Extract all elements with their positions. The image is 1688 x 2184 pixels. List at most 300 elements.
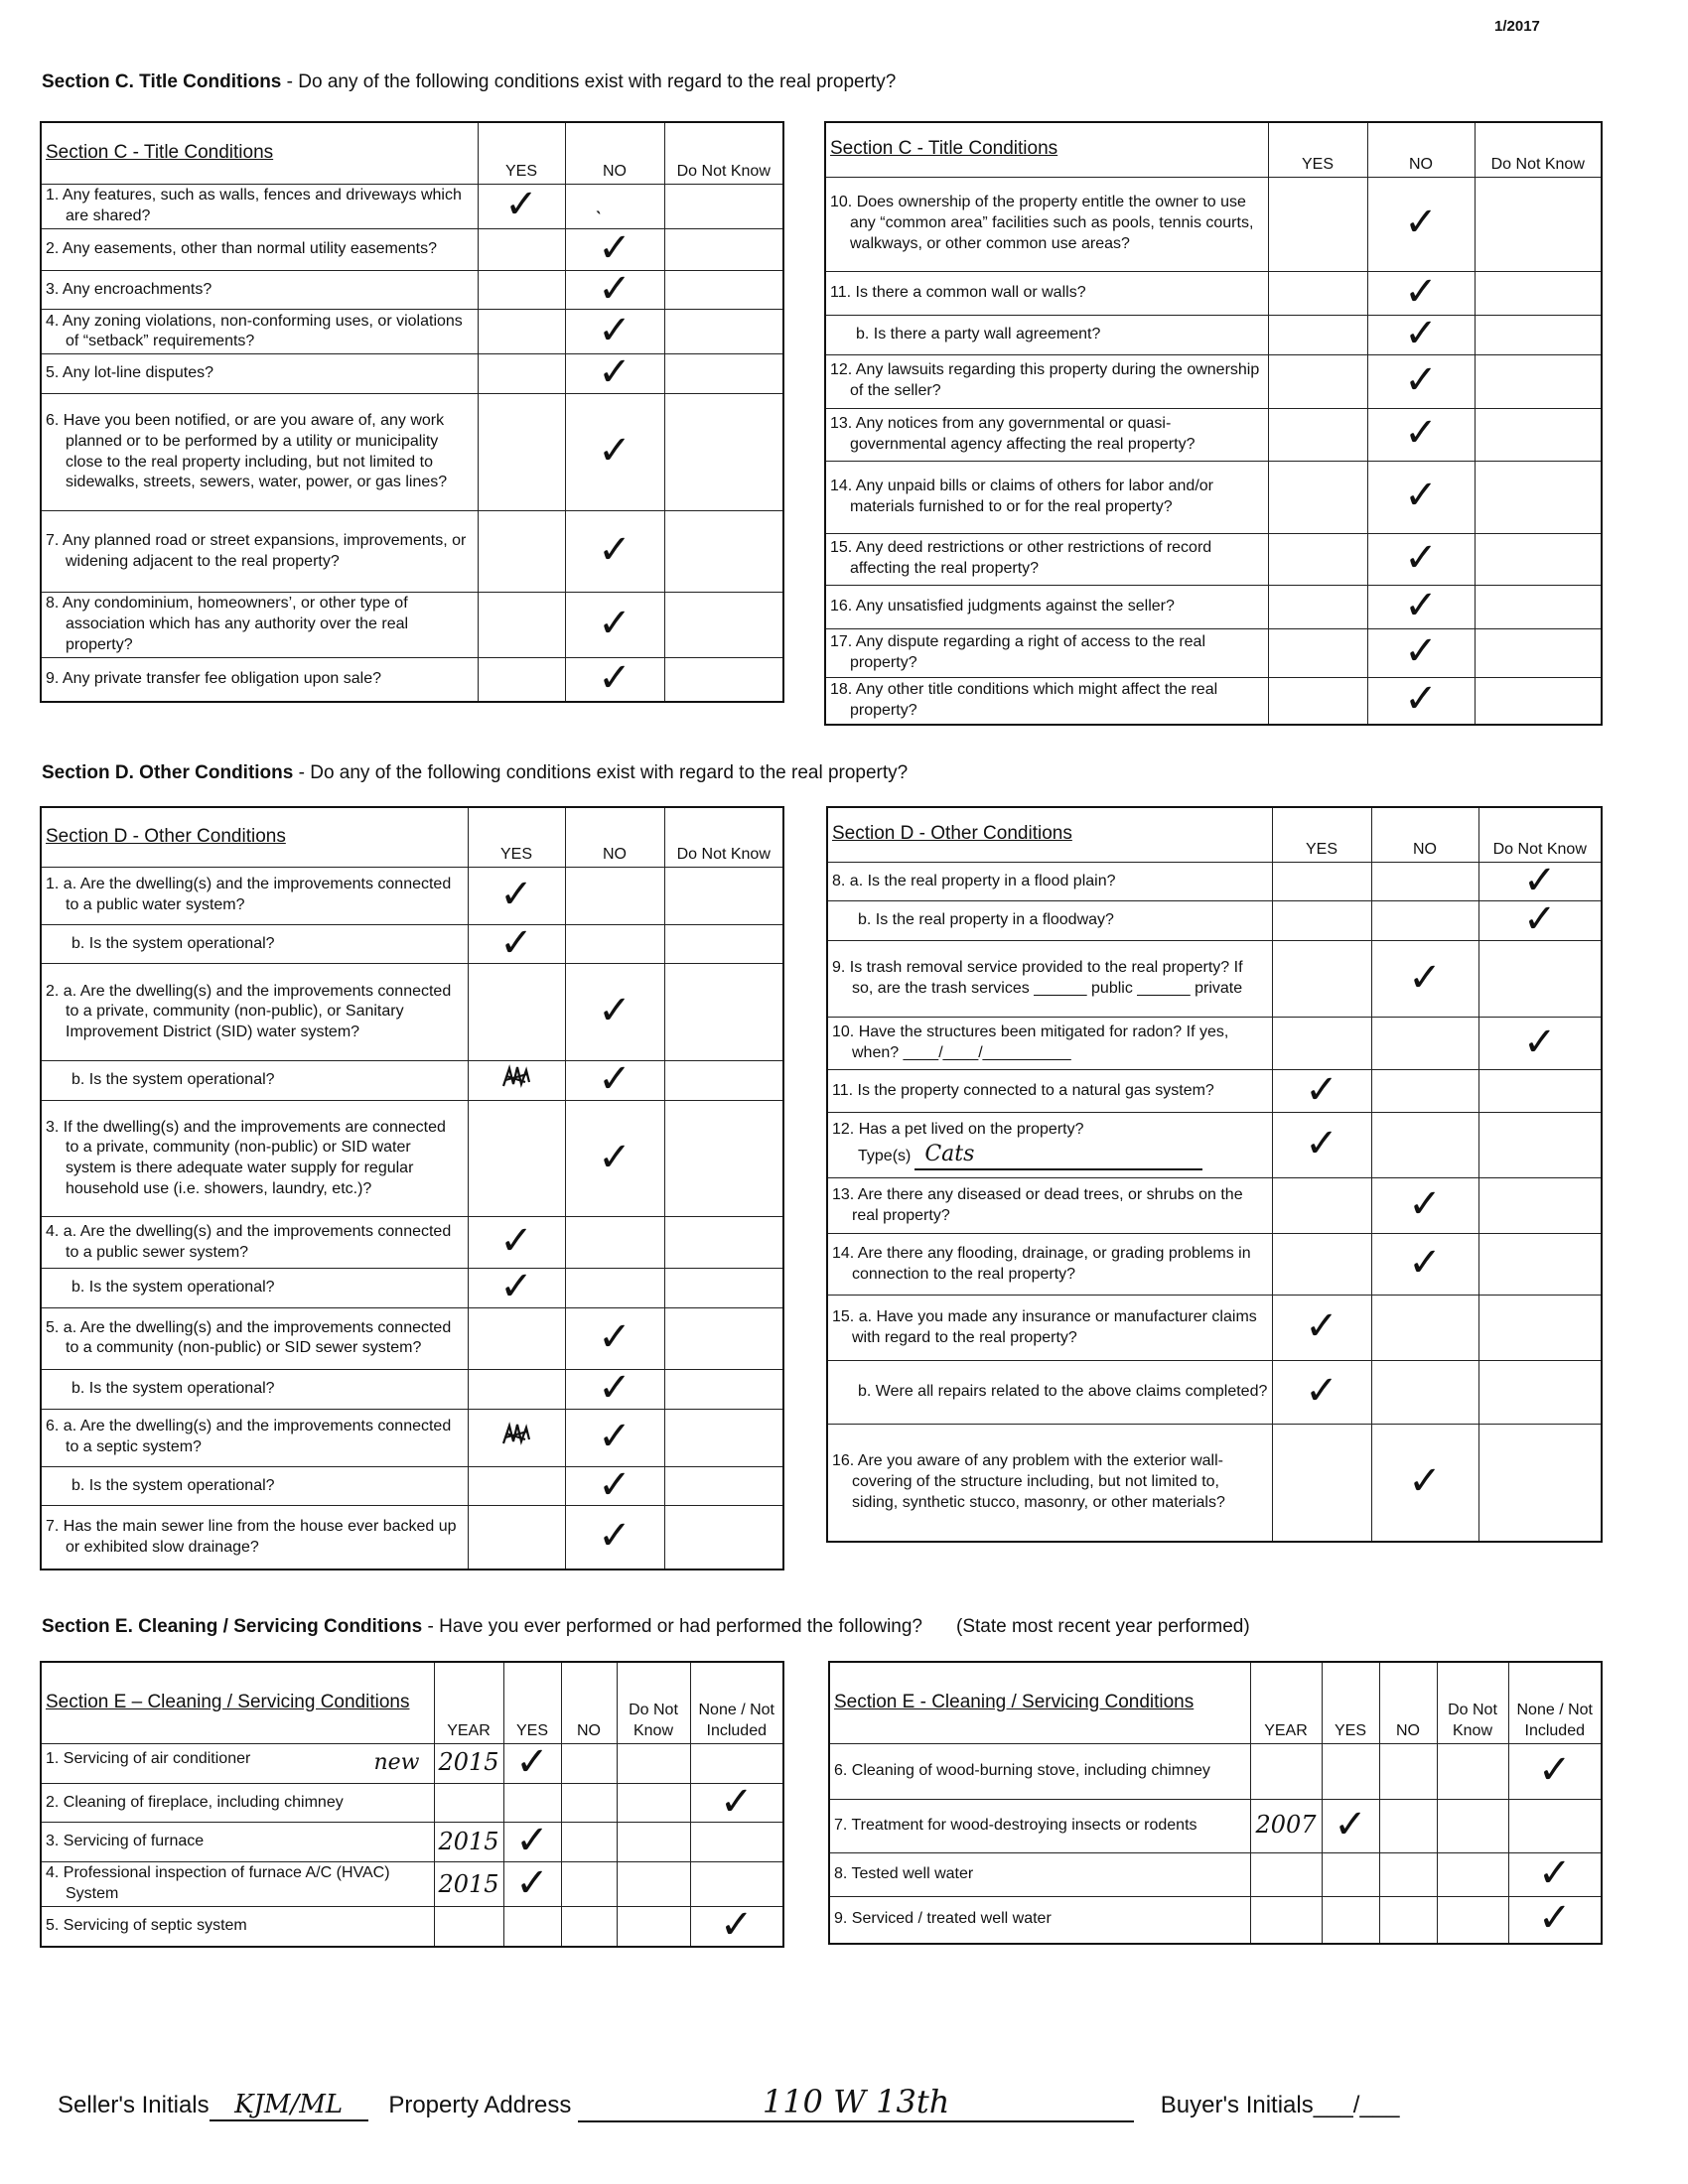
property-address-label: Property Address <box>388 2092 572 2118</box>
section-e-header: Section E. Cleaning / Servicing Conditions - Have you ever performed or had performed the following? (State most recent year performed) <box>42 1616 1250 1637</box>
answer-cell-yes[interactable] <box>1322 1896 1379 1944</box>
col-dnk: Do Not Know <box>664 807 783 867</box>
answer-cell-no[interactable] <box>565 1409 664 1466</box>
answer-cell-no[interactable] <box>565 964 664 1061</box>
answer-cell-dnk[interactable] <box>1437 1896 1508 1944</box>
col-yes: YES <box>478 122 565 184</box>
answer-cell-dnk[interactable] <box>664 1217 783 1269</box>
answer-cell-dnk[interactable] <box>664 867 783 924</box>
checkmark-icon: ✓ <box>598 1461 632 1508</box>
answer-cell-dnk[interactable] <box>1478 1296 1602 1361</box>
checkmark-icon: ✓ <box>1537 1849 1572 1896</box>
answer-cell-dnk[interactable] <box>617 1783 690 1823</box>
col-year: YEAR <box>434 1662 503 1743</box>
question-text: b. Is the system operational? <box>71 1071 275 1089</box>
footer <box>58 2083 1607 2122</box>
checkmark-icon: ✓ <box>1522 1019 1557 1065</box>
answer-cell-dnk[interactable] <box>1475 315 1602 354</box>
answer-cell-no[interactable] <box>1371 1425 1478 1542</box>
question-cell <box>825 315 1268 354</box>
table-row <box>825 315 1602 354</box>
answer-cell-no[interactable] <box>565 1461 664 1508</box>
checkmark-icon: ✓ <box>1537 1895 1572 1942</box>
answer-cell-no[interactable] <box>1371 1178 1478 1234</box>
question-cell <box>41 511 478 593</box>
checkmark-icon: ✓ <box>719 1778 754 1825</box>
checkmark-icon: ✓ <box>1404 410 1438 457</box>
table-row <box>41 867 783 924</box>
answer-cell-yes[interactable] <box>478 658 565 702</box>
question-cell <box>827 1361 1272 1425</box>
answer-cell-no[interactable] <box>1379 1896 1437 1944</box>
question-cell <box>41 1466 468 1506</box>
answer-cell-no[interactable] <box>1367 533 1475 585</box>
answer-cell-dnk[interactable] <box>1478 1178 1602 1234</box>
answer-cell-no[interactable] <box>561 1823 617 1862</box>
answer-cell-yes[interactable] <box>1322 1799 1379 1852</box>
checkmark-icon: ✓ <box>598 654 632 701</box>
checkmark-icon: ✓ <box>499 1264 533 1310</box>
table-row <box>825 354 1602 408</box>
answer-cell-dnk[interactable] <box>617 1862 690 1907</box>
col-dnk: Do Not Know <box>664 122 783 184</box>
answer-cell-yes[interactable] <box>478 228 565 270</box>
answer-cell-dnk[interactable] <box>1475 408 1602 461</box>
answer-cell-dnk[interactable] <box>617 1906 690 1946</box>
question-cell <box>829 1743 1250 1799</box>
answer-cell-dnk[interactable] <box>1475 533 1602 585</box>
col-no: NO <box>561 1662 617 1743</box>
section-c-title: Section C - Title Conditions <box>41 122 478 184</box>
question-cell <box>827 862 1272 901</box>
answer-cell-dnk[interactable] <box>664 184 783 228</box>
pet-type-field[interactable]: Cats <box>914 1141 1202 1171</box>
question-text: 2. a. Are the dwelling(s) and the improvements connected to a private, community (non-public), or Sanitary Improvement District (SID) water system? <box>46 982 452 1041</box>
answer-cell-yes[interactable] <box>1268 533 1367 585</box>
answer-cell-dnk[interactable] <box>664 1369 783 1409</box>
col-none: None / Not Included <box>690 1662 783 1743</box>
answer-cell-dnk[interactable] <box>617 1743 690 1783</box>
table-row <box>41 1061 783 1101</box>
answer-cell-no[interactable] <box>565 1364 664 1411</box>
question-cell <box>41 228 478 270</box>
col-yes: YES <box>1322 1662 1379 1743</box>
table-row <box>827 1234 1602 1296</box>
answer-cell-yes[interactable] <box>478 593 565 658</box>
answer-cell-yes[interactable] <box>1268 271 1367 315</box>
answer-cell-dnk[interactable] <box>664 394 783 511</box>
answer-cell-none[interactable] <box>690 1901 783 1948</box>
answer-cell-yes[interactable] <box>1272 1361 1371 1425</box>
col-no: NO <box>1367 122 1475 177</box>
question-cell <box>827 1234 1272 1296</box>
table-row <box>827 1018 1602 1070</box>
table-row <box>41 1369 783 1409</box>
col-no: NO <box>565 807 664 867</box>
answer-cell-yes[interactable] <box>1268 585 1367 628</box>
answer-cell-dnk[interactable] <box>664 1269 783 1308</box>
question-text: 11. Is the property connected to a natural gas system? <box>832 1081 1214 1099</box>
answer-cell-no[interactable] <box>1371 1361 1478 1425</box>
answer-cell-yes[interactable] <box>1268 628 1367 677</box>
property-address-field[interactable]: 110 W 13th <box>578 2083 1134 2122</box>
answer-cell-dnk[interactable] <box>664 511 783 593</box>
year-cell[interactable]: 2015 <box>434 1743 503 1783</box>
answer-cell-no[interactable] <box>565 307 664 354</box>
answer-cell-dnk[interactable] <box>664 1409 783 1466</box>
answer-cell-dnk[interactable] <box>664 270 783 310</box>
year-cell[interactable] <box>1250 1743 1322 1799</box>
answer-cell-dnk[interactable] <box>1475 461 1602 533</box>
answer-cell-yes[interactable] <box>468 1217 565 1269</box>
year-cell[interactable]: 2015 <box>434 1823 503 1862</box>
col-year: YEAR <box>1250 1662 1322 1743</box>
col-yes: YES <box>503 1662 561 1743</box>
table-row <box>825 628 1602 677</box>
answer-cell-no[interactable] <box>1367 177 1475 271</box>
checkmark-icon: ✓ <box>515 1738 549 1785</box>
question-cell <box>827 1070 1272 1113</box>
answer-cell-no[interactable] <box>565 224 664 271</box>
answer-cell-dnk[interactable] <box>1478 1018 1602 1070</box>
question-cell <box>41 1061 468 1101</box>
question-cell <box>41 1743 434 1783</box>
answer-cell-no[interactable] <box>1371 1296 1478 1361</box>
answer-cell-dnk[interactable] <box>664 228 783 270</box>
checkmark-icon: ✓ <box>1404 310 1438 356</box>
section-d-header: Section D. Other Conditions - Do any of the following conditions exist with regard to the real property? <box>42 762 909 783</box>
question-text: 10. Does ownership of the property entitle the owner to use any “common area” facilities such as pools, tennis courts, walkways, or other common use areas? <box>830 194 1254 252</box>
question-cell <box>41 658 478 702</box>
answer-cell-no[interactable] <box>1371 1234 1478 1296</box>
question-text: 9. Serviced / treated well water <box>834 1910 1052 1928</box>
answer-cell-no[interactable] <box>1367 461 1475 533</box>
question-cell <box>825 271 1268 315</box>
answer-cell-no[interactable] <box>1379 1799 1437 1852</box>
checkmark-icon: ✓ <box>1404 356 1438 403</box>
answer-cell-no[interactable] <box>565 184 664 228</box>
answer-cell-no[interactable] <box>1371 862 1478 901</box>
answer-cell-yes[interactable] <box>1272 862 1371 901</box>
answer-cell-yes[interactable] <box>1322 1852 1379 1896</box>
question-text: 16. Any unsatisfied judgments against the seller? <box>830 597 1175 614</box>
answer-cell-no[interactable] <box>565 1506 664 1570</box>
answer-cell-yes[interactable] <box>1268 315 1367 354</box>
question-text: 3. Servicing of furnace <box>46 1833 205 1850</box>
answer-cell-no[interactable] <box>1367 628 1475 677</box>
scribble-mark-icon <box>499 1079 533 1096</box>
table-row <box>41 658 783 702</box>
answer-cell-dnk[interactable] <box>1437 1743 1508 1799</box>
question-text: 12. Has a pet lived on the property? <box>832 1120 1084 1138</box>
pet-type-label: Type(s) <box>858 1147 912 1164</box>
answer-cell-dnk[interactable] <box>1475 585 1602 628</box>
checkmark-icon: ✓ <box>1404 534 1438 581</box>
answer-cell-yes[interactable] <box>1272 901 1371 941</box>
answer-cell-yes[interactable] <box>1272 1018 1371 1070</box>
answer-cell-yes[interactable] <box>468 1409 565 1466</box>
question-cell <box>41 1369 468 1409</box>
col-yes: YES <box>1268 122 1367 177</box>
answer-cell-dnk[interactable] <box>617 1823 690 1862</box>
answer-cell-dnk[interactable] <box>664 593 783 658</box>
answer-cell-yes[interactable] <box>468 1061 565 1101</box>
question-cell <box>41 964 468 1061</box>
checkmark-icon: ✓ <box>1404 268 1438 315</box>
answer-cell-yes[interactable] <box>478 184 565 228</box>
answer-cell-yes[interactable] <box>478 511 565 593</box>
answer-cell-yes[interactable] <box>1268 177 1367 271</box>
answer-cell-no[interactable] <box>565 1269 664 1308</box>
answer-cell-no[interactable] <box>561 1743 617 1783</box>
handwritten-note: new <box>373 1749 420 1775</box>
question-cell <box>825 585 1268 628</box>
answer-cell-dnk[interactable] <box>1478 896 1602 943</box>
buyer-initials-field[interactable]: ___/___ <box>1313 2092 1400 2118</box>
answer-cell-dnk[interactable] <box>664 1466 783 1506</box>
answer-cell-yes[interactable] <box>503 1818 561 1864</box>
col-dnk: Do Not Know <box>617 1662 690 1743</box>
year-cell[interactable] <box>434 1906 503 1946</box>
question-text: 14. Are there any flooding, drainage, or grading problems in connection to the real property? <box>832 1244 1251 1283</box>
question-text: 8. Tested well water <box>834 1864 974 1882</box>
scribble-mark-icon <box>499 1436 533 1453</box>
answer-cell-no[interactable] <box>565 1056 664 1103</box>
buyer-initials-label: Buyer's Initials <box>1160 2092 1314 2118</box>
answer-cell-no[interactable] <box>1371 1113 1478 1178</box>
answer-cell-yes[interactable] <box>478 310 565 354</box>
answer-cell-yes[interactable] <box>468 1101 565 1217</box>
answer-cell-yes[interactable] <box>1272 1066 1371 1113</box>
question-cell <box>825 177 1268 271</box>
answer-cell-no[interactable] <box>1367 268 1475 315</box>
answer-cell-no[interactable] <box>1367 310 1475 356</box>
answer-cell-dnk[interactable] <box>1478 1425 1602 1542</box>
answer-cell-dnk[interactable] <box>1478 857 1602 903</box>
checkmark-icon: ✓ <box>499 1218 533 1265</box>
checkmark-icon: ✓ <box>598 265 632 312</box>
answer-cell-no[interactable] <box>565 511 664 593</box>
answer-cell-yes[interactable] <box>478 394 565 511</box>
question-text: 9. Is trash removal service provided to the real property? If so, are the trash services ______ public ______ private <box>832 959 1243 998</box>
table-row <box>41 354 783 394</box>
answer-cell-no[interactable] <box>1379 1852 1437 1896</box>
answer-cell-no[interactable] <box>565 1101 664 1217</box>
question-text: 13. Any notices from any governmental or quasi-governmental agency affecting the real property? <box>830 414 1196 453</box>
question-text: 4. Any zoning violations, non-conforming uses, or violations of “setback” requirements? <box>46 312 463 350</box>
answer-cell-yes[interactable] <box>468 1264 565 1310</box>
answer-cell-none[interactable] <box>690 1743 783 1783</box>
table-row <box>829 1896 1602 1944</box>
answer-cell-dnk[interactable] <box>664 1101 783 1217</box>
answer-cell-dnk[interactable] <box>1478 1113 1602 1178</box>
answer-cell-no[interactable] <box>1367 408 1475 461</box>
answer-cell-none[interactable] <box>1508 1799 1602 1852</box>
answer-cell-yes[interactable] <box>468 867 565 924</box>
question-text: 6. Have you been notified, or are you aware of, any work planned or to be performed by a utility or municipality close to the real property including, but not limited to sidewalks, streets, sewers, water, power, or gas lines? <box>46 412 448 491</box>
answer-cell-yes[interactable] <box>503 1906 561 1946</box>
answer-cell-no[interactable] <box>565 593 664 658</box>
answer-cell-no[interactable] <box>1379 1743 1437 1799</box>
year-cell[interactable] <box>1250 1852 1322 1896</box>
checkmark-icon: ✓ <box>499 871 533 917</box>
answer-cell-none[interactable] <box>1508 1849 1602 1896</box>
answer-cell-none[interactable] <box>690 1823 783 1862</box>
answer-cell-yes[interactable] <box>478 354 565 394</box>
question-cell <box>41 1217 468 1269</box>
checkmark-icon: ✓ <box>598 1056 632 1103</box>
question-cell <box>41 867 468 924</box>
answer-cell-dnk[interactable] <box>664 964 783 1061</box>
answer-cell-dnk[interactable] <box>664 924 783 964</box>
section-d-title: Section D - Other Conditions <box>41 807 468 867</box>
checkmark-icon: ✓ <box>504 182 538 228</box>
question-cell <box>41 270 478 310</box>
answer-cell-yes[interactable] <box>468 1506 565 1570</box>
pet-type-line <box>832 1141 1268 1171</box>
answer-cell-dnk[interactable] <box>664 1061 783 1101</box>
col-no: NO <box>565 122 664 184</box>
question-text: 15. Any deed restrictions or other restrictions of record affecting the real property? <box>830 539 1212 577</box>
answer-cell-none[interactable] <box>1508 1743 1602 1799</box>
question-cell <box>827 941 1272 1018</box>
year-cell[interactable] <box>1250 1896 1322 1944</box>
answer-cell-dnk[interactable] <box>664 658 783 702</box>
answer-cell-none[interactable] <box>690 1862 783 1907</box>
answer-cell-yes[interactable] <box>1272 941 1371 1018</box>
answer-cell-no[interactable] <box>1367 677 1475 725</box>
answer-cell-yes[interactable] <box>1268 677 1367 725</box>
year-cell[interactable] <box>434 1783 503 1823</box>
answer-cell-yes[interactable] <box>1268 408 1367 461</box>
question-text: 2. Any easements, other than normal utility easements? <box>46 239 437 257</box>
answer-cell-yes[interactable] <box>1272 1425 1371 1542</box>
table-row <box>825 461 1602 533</box>
answer-cell-no[interactable] <box>565 349 664 396</box>
answer-cell-yes[interactable] <box>468 1466 565 1506</box>
answer-cell-dnk[interactable] <box>664 1506 783 1570</box>
year-cell[interactable]: 2007 <box>1250 1799 1322 1852</box>
answer-cell-no[interactable] <box>1371 1070 1478 1113</box>
question-text: 3. Any encroachments? <box>46 280 212 298</box>
answer-cell-dnk[interactable] <box>1475 177 1602 271</box>
answer-cell-no[interactable] <box>1371 941 1478 1018</box>
answer-cell-yes[interactable] <box>1272 1234 1371 1296</box>
checkmark-icon: ✓ <box>598 601 632 647</box>
checkmark-icon: ✓ <box>598 1313 632 1360</box>
answer-cell-dnk[interactable] <box>1475 354 1602 408</box>
checkmark-icon: ✓ <box>719 1901 754 1948</box>
table-row <box>827 1113 1602 1178</box>
answer-cell-yes[interactable] <box>1322 1743 1379 1799</box>
answer-cell-no[interactable] <box>1371 901 1478 941</box>
section-c-header: Section C. Title Conditions - Do any of the following conditions exist with regard to the real property? <box>42 71 897 92</box>
question-cell <box>41 1862 434 1907</box>
question-text: 1. a. Are the dwelling(s) and the improvements connected to a public water system? <box>46 876 452 913</box>
answer-cell-no[interactable] <box>565 1217 664 1269</box>
answer-cell-dnk[interactable] <box>1475 628 1602 677</box>
answer-cell-dnk[interactable] <box>1475 271 1602 315</box>
answer-cell-none[interactable] <box>1508 1896 1602 1944</box>
table-row <box>41 310 783 354</box>
answer-cell-yes[interactable] <box>1272 1113 1371 1178</box>
answer-cell-yes[interactable] <box>503 1738 561 1785</box>
col-no: NO <box>1371 807 1478 862</box>
answer-cell-yes[interactable] <box>478 270 565 310</box>
question-cell <box>825 628 1268 677</box>
answer-cell-yes[interactable] <box>1272 1296 1371 1361</box>
col-dnk: Do Not Know <box>1437 1662 1508 1743</box>
answer-cell-no[interactable] <box>565 265 664 312</box>
seller-initials-field[interactable]: KJM/ML <box>210 2090 368 2121</box>
answer-cell-yes[interactable] <box>1268 461 1367 533</box>
answer-cell-yes[interactable] <box>1272 1178 1371 1234</box>
table-row <box>41 394 783 511</box>
answer-cell-dnk[interactable] <box>1437 1799 1508 1852</box>
section-c-left-table <box>40 121 784 703</box>
question-text: 15. a. Have you made any insurance or manufacturer claims with regard to the real property? <box>832 1307 1257 1346</box>
table-row <box>827 1425 1602 1542</box>
answer-cell-dnk[interactable] <box>1478 1234 1602 1296</box>
checkmark-icon: ✓ <box>598 307 632 353</box>
question-text: b. Is the system operational? <box>71 1379 275 1397</box>
answer-cell-no[interactable] <box>565 654 664 702</box>
answer-cell-no[interactable] <box>565 394 664 511</box>
answer-cell-no[interactable] <box>561 1783 617 1823</box>
table-row <box>827 862 1602 901</box>
answer-cell-yes[interactable] <box>468 1307 565 1369</box>
answer-cell-dnk[interactable] <box>1475 677 1602 725</box>
answer-cell-yes[interactable] <box>1268 354 1367 408</box>
answer-cell-yes[interactable] <box>468 964 565 1061</box>
table-row <box>41 1269 783 1308</box>
answer-cell-dnk[interactable] <box>664 354 783 394</box>
answer-cell-dnk[interactable] <box>664 310 783 354</box>
answer-cell-no[interactable] <box>561 1862 617 1907</box>
checkmark-icon: ✓ <box>1522 857 1557 903</box>
year-cell[interactable]: 2015 <box>434 1862 503 1907</box>
answer-cell-dnk[interactable] <box>1437 1852 1508 1896</box>
question-text: 2. Cleaning of fireplace, including chimney <box>46 1793 344 1811</box>
checkmark-icon: ✓ <box>1404 582 1438 628</box>
answer-cell-dnk[interactable] <box>664 1307 783 1369</box>
answer-cell-dnk[interactable] <box>1478 1361 1602 1425</box>
answer-cell-no[interactable] <box>565 867 664 924</box>
answer-cell-no[interactable] <box>1367 582 1475 628</box>
answer-cell-dnk[interactable] <box>1478 1070 1602 1113</box>
answer-cell-dnk[interactable] <box>1478 941 1602 1018</box>
answer-cell-yes[interactable] <box>468 1369 565 1409</box>
table-row <box>825 585 1602 628</box>
answer-cell-none[interactable] <box>690 1778 783 1825</box>
checkmark-icon: ✓ <box>1404 200 1438 246</box>
answer-cell-no[interactable] <box>1371 1018 1478 1070</box>
question-text: 1. Servicing of air conditioner <box>46 1749 251 1767</box>
stray-mark: ˎ <box>595 189 603 214</box>
answer-cell-yes[interactable] <box>503 1859 561 1907</box>
answer-cell-no[interactable] <box>1367 354 1475 408</box>
answer-cell-no[interactable] <box>565 1307 664 1369</box>
table-row <box>825 271 1602 315</box>
answer-cell-yes[interactable] <box>468 919 565 966</box>
answer-cell-no[interactable] <box>565 924 664 964</box>
answer-cell-yes[interactable] <box>503 1783 561 1823</box>
table-row <box>41 593 783 658</box>
checkmark-icon: ✓ <box>1305 1121 1338 1167</box>
seller-initials-label: Seller's Initials <box>58 2092 210 2118</box>
answer-cell-no[interactable] <box>561 1906 617 1946</box>
table-row <box>825 677 1602 725</box>
